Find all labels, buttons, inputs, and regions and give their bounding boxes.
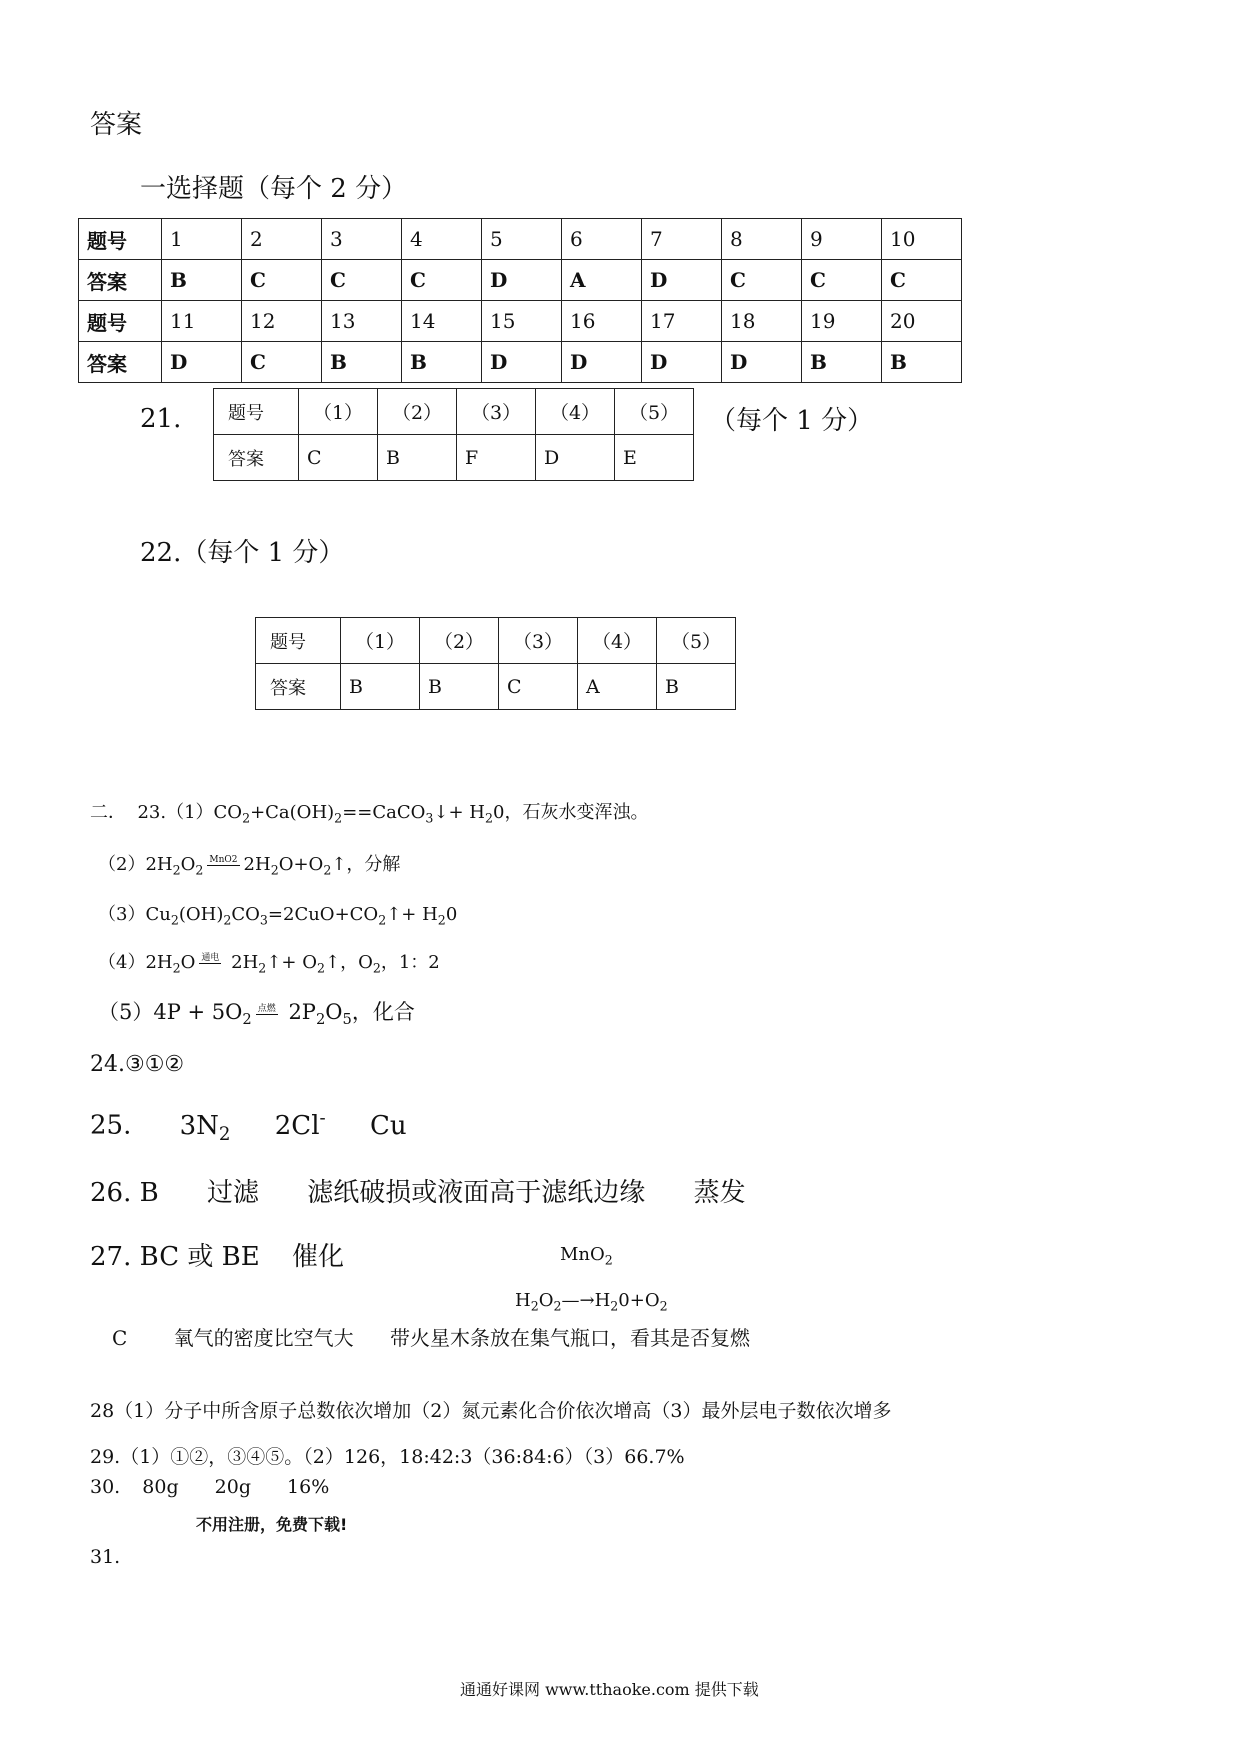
table-row <box>79 260 962 301</box>
table-cell: D <box>642 342 722 383</box>
column-header: （1） <box>299 389 378 435</box>
q23-line1: 二． $23.(1)CO_2+Ca(OH)_2==CaCO_3↓+ H_20$，石灰水变浑浊。 <box>90 802 649 826</box>
column-header: （3） <box>457 389 536 435</box>
table-cell: 5 <box>482 219 562 260</box>
table-cell: 3 <box>322 219 402 260</box>
table-row <box>79 219 962 260</box>
column-header: （1） <box>341 618 420 664</box>
answer-table-q21 <box>213 388 694 481</box>
q22-title: 22.（每个 1 分） <box>140 538 345 568</box>
table-cell: 11 <box>162 301 242 342</box>
table-cell: B <box>341 664 420 710</box>
column-header: （5） <box>615 389 694 435</box>
row-header: 题号 <box>214 389 299 435</box>
q23-line2: $(2)2H_2O_2MnO2$ $2H_2O+O_2↑$，分解 <box>98 854 401 878</box>
table-cell: 15 <box>482 301 562 342</box>
row-header: 题号 <box>79 219 162 260</box>
table-cell: 7 <box>642 219 722 260</box>
row-header: 答案 <box>214 435 299 481</box>
q24-answer: 24.③①② <box>90 1052 185 1077</box>
row-header: 答案 <box>79 342 162 383</box>
q23-line3: $(3)Cu_2(OH)_2CO_3=2CuO+CO_2↑+ H_20$ <box>98 904 458 928</box>
q23-line5: $(5)4P + 5O_2$点燃 $2P_2O_5$，化合 <box>98 1000 415 1029</box>
table-cell: D <box>722 342 802 383</box>
table-cell: 2 <box>242 219 322 260</box>
column-header: （5） <box>657 618 736 664</box>
table-cell: 19 <box>802 301 882 342</box>
table-row <box>256 664 736 710</box>
table-row <box>79 301 962 342</box>
table-cell: 16 <box>562 301 642 342</box>
footer-text: 通通好课网 www.tthaoke.com 提供下载 <box>460 1680 759 1699</box>
table-cell: B <box>882 342 962 383</box>
q23-line4: $(4)2H_2O$ 通电 $2H_2↑+$ $O_2↑$，$O_2$，1：2 <box>98 952 440 976</box>
table-cell: 4 <box>402 219 482 260</box>
table-cell: D <box>482 342 562 383</box>
table-cell: D <box>562 342 642 383</box>
table-cell: F <box>457 435 536 481</box>
table-cell: A <box>562 260 642 301</box>
table-cell: C <box>242 260 322 301</box>
table-cell: B <box>802 342 882 383</box>
q29-answer: 29.（1）①②，③④⑤。（2）126，18:42:3（36:84:6）（3）66.7% <box>90 1446 685 1468</box>
section1-title: 一选择题（每个 2 分） <box>140 174 408 204</box>
promo-text: 不用注册，免费下载! <box>196 1515 348 1534</box>
q31-number: 31. <box>90 1546 121 1568</box>
table-cell: D <box>642 260 722 301</box>
row-header: 题号 <box>256 618 341 664</box>
table-cell: 9 <box>802 219 882 260</box>
table-cell: C <box>402 260 482 301</box>
table-row <box>256 618 736 664</box>
table-cell: C <box>242 342 322 383</box>
table-cell: B <box>657 664 736 710</box>
page-heading: 答案 <box>90 110 143 140</box>
table-cell: C <box>322 260 402 301</box>
row-header: 答案 <box>79 260 162 301</box>
q28-answer: 28（1）分子中所含原子总数依次增加（2）氮元素化合价依次增高（3）最外层电子数依次增多 <box>90 1400 892 1422</box>
table-row <box>214 435 694 481</box>
table-cell: 14 <box>402 301 482 342</box>
row-header: 答案 <box>256 664 341 710</box>
q27-equation: $H_2O_2—\to H_20+O_2$ <box>515 1290 668 1314</box>
table-cell: B <box>420 664 499 710</box>
table-cell: D <box>482 260 562 301</box>
table-cell: C <box>722 260 802 301</box>
table-cell: 8 <box>722 219 802 260</box>
table-cell: C <box>499 664 578 710</box>
table-cell: C <box>299 435 378 481</box>
column-header: （4） <box>578 618 657 664</box>
table-cell: 6 <box>562 219 642 260</box>
q21-number: 21. <box>140 404 182 434</box>
table-cell: C <box>802 260 882 301</box>
column-header: （2） <box>420 618 499 664</box>
table-cell: 1 <box>162 219 242 260</box>
table-cell: 17 <box>642 301 722 342</box>
q30-answer: 30. 80g 20g 16% <box>90 1476 330 1498</box>
table-row <box>214 389 694 435</box>
table-cell: C <box>882 260 962 301</box>
table-cell: 12 <box>242 301 322 342</box>
table-cell: D <box>162 342 242 383</box>
q27-catalyst-label: MnO$_2$ <box>560 1244 613 1268</box>
q27-answer: 27. BC 或 BE 催化 <box>90 1242 344 1272</box>
q27-line2: C 氧气的密度比空气大 带火星木条放在集气瓶口，看其是否复燃 <box>112 1326 751 1350</box>
column-header: （2） <box>378 389 457 435</box>
answer-table-q22 <box>255 617 736 710</box>
row-header: 题号 <box>79 301 162 342</box>
table-cell: 18 <box>722 301 802 342</box>
table-cell: B <box>378 435 457 481</box>
q21-note: （每个 1 分） <box>710 406 874 436</box>
q25-answer: 25. $3N_2$ 2Cl- Cu <box>90 1108 407 1145</box>
table-cell: 13 <box>322 301 402 342</box>
table-cell: B <box>402 342 482 383</box>
table-cell: A <box>578 664 657 710</box>
table-cell: E <box>615 435 694 481</box>
table-cell: 20 <box>882 301 962 342</box>
table-cell: B <box>162 260 242 301</box>
column-header: （3） <box>499 618 578 664</box>
table-cell: B <box>322 342 402 383</box>
column-header: （4） <box>536 389 615 435</box>
answer-table-mcq <box>78 218 962 383</box>
q26-answer: 26. B 过滤 滤纸破损或液面高于滤纸边缘 蒸发 <box>90 1178 746 1208</box>
table-cell: 10 <box>882 219 962 260</box>
table-row <box>79 342 962 383</box>
table-cell: D <box>536 435 615 481</box>
